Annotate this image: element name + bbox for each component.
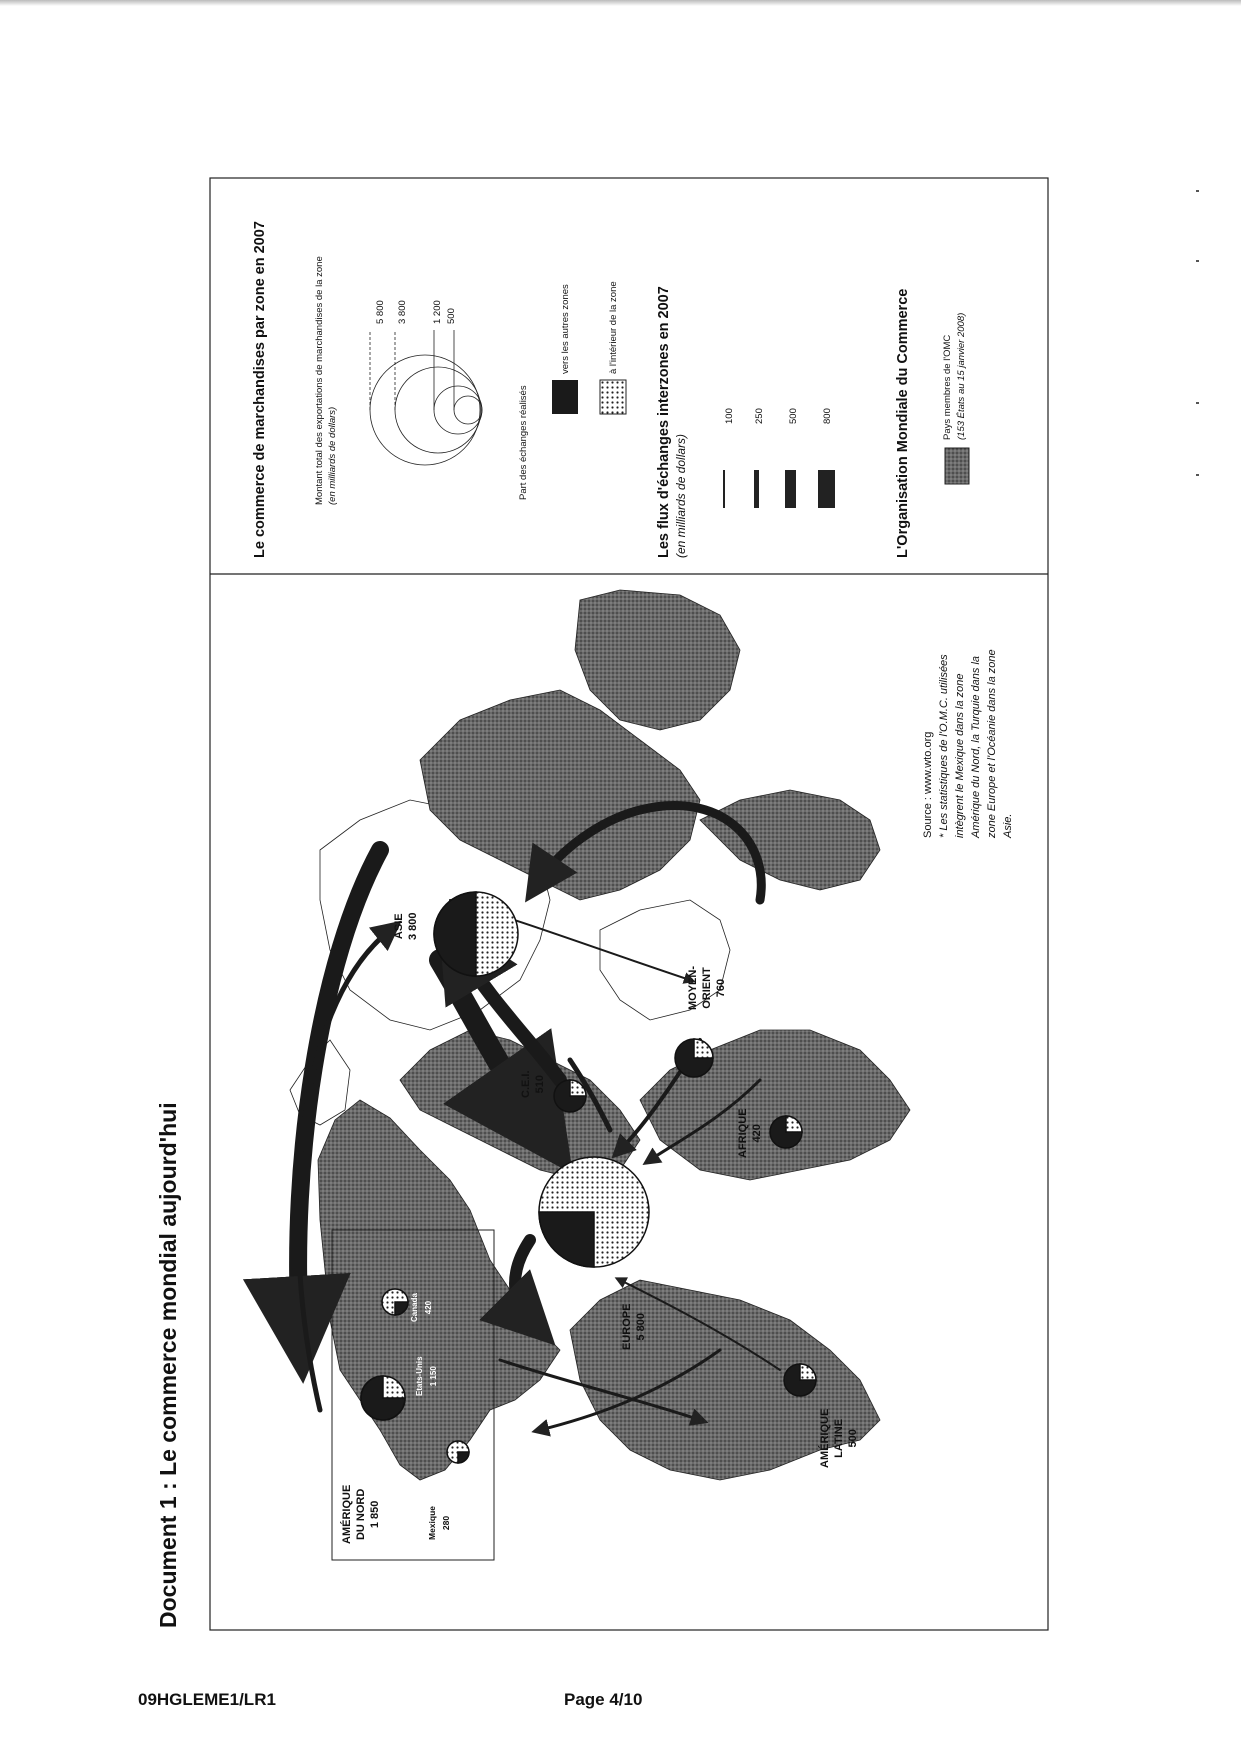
- legend-flow-label-500: 500: [788, 408, 799, 424]
- legend-flow-label-250: 250: [754, 408, 765, 424]
- legend-share-title: Part des échanges réalisés: [518, 385, 529, 500]
- flow-europe-northamerica: [515, 1240, 530, 1320]
- middle-east-circle: [675, 1039, 713, 1077]
- legend-exports-unit: (en milliards de dollars): [327, 406, 338, 505]
- label-afrique: AFRIQUE 420: [737, 1108, 763, 1158]
- legend-flow-100: [723, 470, 725, 508]
- mexique-circle: [447, 1441, 469, 1463]
- label-canada: Canada 420: [410, 1293, 433, 1322]
- footer-page-number: Page 4/10: [564, 1690, 643, 1709]
- legend-flow-500: [785, 470, 796, 508]
- legend-circle-3800: 3 800: [397, 300, 408, 324]
- label-mexique: Mexique 280: [427, 1505, 451, 1540]
- legend-flows-title: Les flux d'échanges interzones en 2007: [656, 286, 672, 558]
- legend-omc-note: (153 États au 15 janvier 2008): [956, 312, 967, 440]
- legend-flow-800: [818, 470, 835, 508]
- legend-circle-1200: 1 200: [432, 300, 443, 324]
- legend-omc-swatch: [945, 448, 969, 484]
- continents: [290, 590, 910, 1480]
- legend-flows-unit: (en milliards de dollars): [674, 433, 688, 558]
- legend-exports-caption: Montant total des exportations de marchandises de la zone: [314, 256, 325, 505]
- south-asia-shape: [700, 790, 880, 890]
- north-america-circle: [361, 1376, 405, 1420]
- source-note: Source : www.wto.org * Les statistiques de l'O.M.C. utilisées intègrent le Mexique dans la zone Amérique du Nord, la Turquie dans la zone Europe et l'Océanie dans la zone Asie.: [922, 649, 1014, 838]
- africa-circle: [770, 1116, 802, 1148]
- legend-circle-500: 500: [446, 308, 457, 324]
- legend-omc-title: L'Organisation Mondiale du Commerce: [895, 288, 911, 558]
- legend-flow-label-800: 800: [822, 408, 833, 424]
- legend-flow-250: [754, 470, 759, 508]
- latin-america-circle: [784, 1364, 816, 1396]
- asia-circle: [434, 892, 518, 976]
- label-amerique-latine: AMÉRIQUE LATINE 500: [819, 1408, 859, 1468]
- legend-omc-label: Pays membres de l'OMC: [942, 334, 953, 440]
- label-asie: ASIE 3 800: [393, 912, 419, 940]
- cis-circle: [554, 1080, 586, 1112]
- legend-flow-label-100: 100: [724, 408, 735, 424]
- document-title: Document 1 : Le commerce mondial aujourd'hui: [155, 1102, 181, 1628]
- legend-circles: [370, 330, 482, 465]
- legend-swatch-other: [552, 380, 578, 414]
- legend-swatch-inside: [600, 380, 626, 414]
- canada-circle: [382, 1289, 408, 1315]
- footer-code: 09HGLEME1/LR1: [138, 1690, 276, 1709]
- legend-circle-5800: 5 800: [375, 300, 386, 324]
- label-etats-unis: Etats-Unis 1 150: [415, 1356, 438, 1396]
- label-cei: C.E.I. 510: [520, 1070, 546, 1098]
- europe-circle: [539, 1157, 649, 1267]
- oceania-shape: [575, 590, 740, 730]
- label-amerique-nord: AMÉRIQUE DU NORD 1 850: [341, 1484, 381, 1544]
- label-moyen-orient: MOYEN- ORIENT 760: [687, 966, 727, 1010]
- legend-share-inside: à l'intérieur de la zone: [608, 281, 619, 374]
- legend-exports-title: Le commerce de marchandises par zone en 2007: [252, 221, 268, 558]
- legend-share-other: vers les autres zones: [560, 284, 571, 374]
- label-europe: EUROPE 5 800: [621, 1303, 647, 1350]
